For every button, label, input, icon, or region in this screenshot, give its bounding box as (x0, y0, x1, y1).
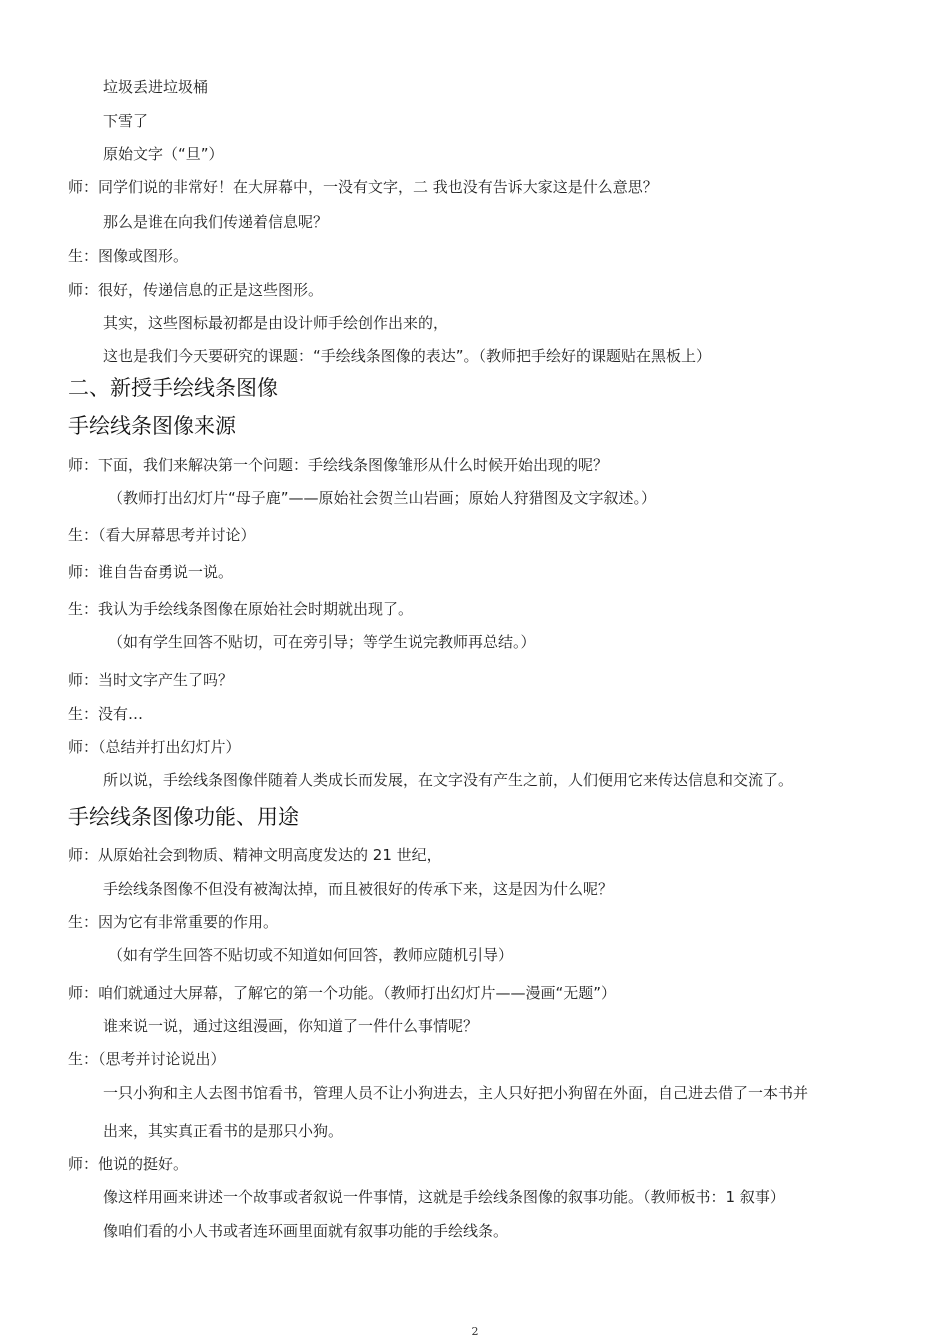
text-line: 像这样用画来讲述一个故事或者叙说一件事情，这就是手绘线条图像的叙事功能。（教师板书：1 叙事） (103, 1188, 785, 1206)
text-line: 原始文字（“旦”） (103, 145, 224, 163)
text-line: 出来，其实真正看书的是那只小狗。 (103, 1122, 344, 1140)
text-line: 垃圾丢进垃圾桶 (103, 78, 209, 96)
note-line: （如有学生回答不贴切，可在旁引导；等学生说完教师再总结。） (108, 633, 536, 651)
text-line: 一只小狗和主人去图书馆看书，管理人员不让小狗进去，主人只好把小狗留在外面，自己进去借了一本书并 (103, 1084, 809, 1102)
dialogue-line: 生：因为它有非常重要的作用。 (68, 913, 279, 931)
note-line: （教师打出幻灯片“母子鹿”——原始社会贺兰山岩画；原始人狩猎图及文字叙述。） (108, 489, 657, 507)
subsection-heading: 手绘线条图像功能、用途 (68, 805, 299, 829)
dialogue-line: 师：从原始社会到物质、精神文明高度发达的 21 世纪， (68, 846, 442, 864)
text-line: 这也是我们今天要研究的课题：“手绘线条图像的表达”。（教师把手绘好的课题贴在黑板上） (103, 347, 712, 365)
text-line: 那么是谁在向我们传递着信息呢？ (103, 213, 329, 231)
text-line: 谁来说一说，通过这组漫画，你知道了一件什么事情呢？ (103, 1017, 479, 1035)
dialogue-line: 生：（思考并讨论说出） (68, 1050, 226, 1068)
dialogue-line: 师：（总结并打出幻灯片） (68, 738, 241, 756)
dialogue-line: 师：咱们就通过大屏幕，了解它的第一个功能。（教师打出幻灯片——漫画“无题”） (68, 984, 617, 1002)
text-line: 手绘线条图像不但没有被淘汰掉，而且被很好的传承下来，这是因为什么呢？ (103, 880, 614, 898)
dialogue-line: 师：他说的挺好。 (68, 1155, 189, 1173)
text-line: 像咱们看的小人书或者连环画里面就有叙事功能的手绘线条。 (103, 1222, 509, 1240)
dialogue-line: 师：谁自告奋勇说一说。 (68, 563, 234, 581)
section-heading: 二、新授手绘线条图像 (68, 376, 278, 400)
dialogue-line: 师：下面，我们来解决第一个问题：手绘线条图像雏形从什么时候开始出现的呢？ (68, 456, 609, 474)
dialogue-line: 师：同学们说的非常好！在大屏幕中，一没有文字，二 我也没有告诉大家这是什么意思？ (68, 178, 658, 196)
page-number: 2 (471, 1325, 479, 1338)
dialogue-line: 生：我认为手绘线条图像在原始社会时期就出现了。 (68, 600, 414, 618)
dialogue-line: 师：当时文字产生了吗？ (68, 671, 234, 689)
note-line: （如有学生回答不贴切或不知道如何回答，教师应随机引导） (108, 946, 514, 964)
text-line: 其实，这些图标最初都是由设计师手绘创作出来的， (103, 314, 449, 332)
subsection-heading: 手绘线条图像来源 (68, 414, 236, 438)
dialogue-line: 生：没有… (68, 705, 144, 723)
text-line: 所以说，手绘线条图像伴随着人类成长而发展，在文字没有产生之前，人们便用它来传达信息和交流了。 (103, 771, 794, 789)
dialogue-line: 生：（看大屏幕思考并讨论） (68, 526, 256, 544)
dialogue-line: 师：很好，传递信息的正是这些图形。 (68, 281, 324, 299)
text-line: 下雪了 (103, 112, 149, 130)
dialogue-line: 生：图像或图形。 (68, 247, 189, 265)
